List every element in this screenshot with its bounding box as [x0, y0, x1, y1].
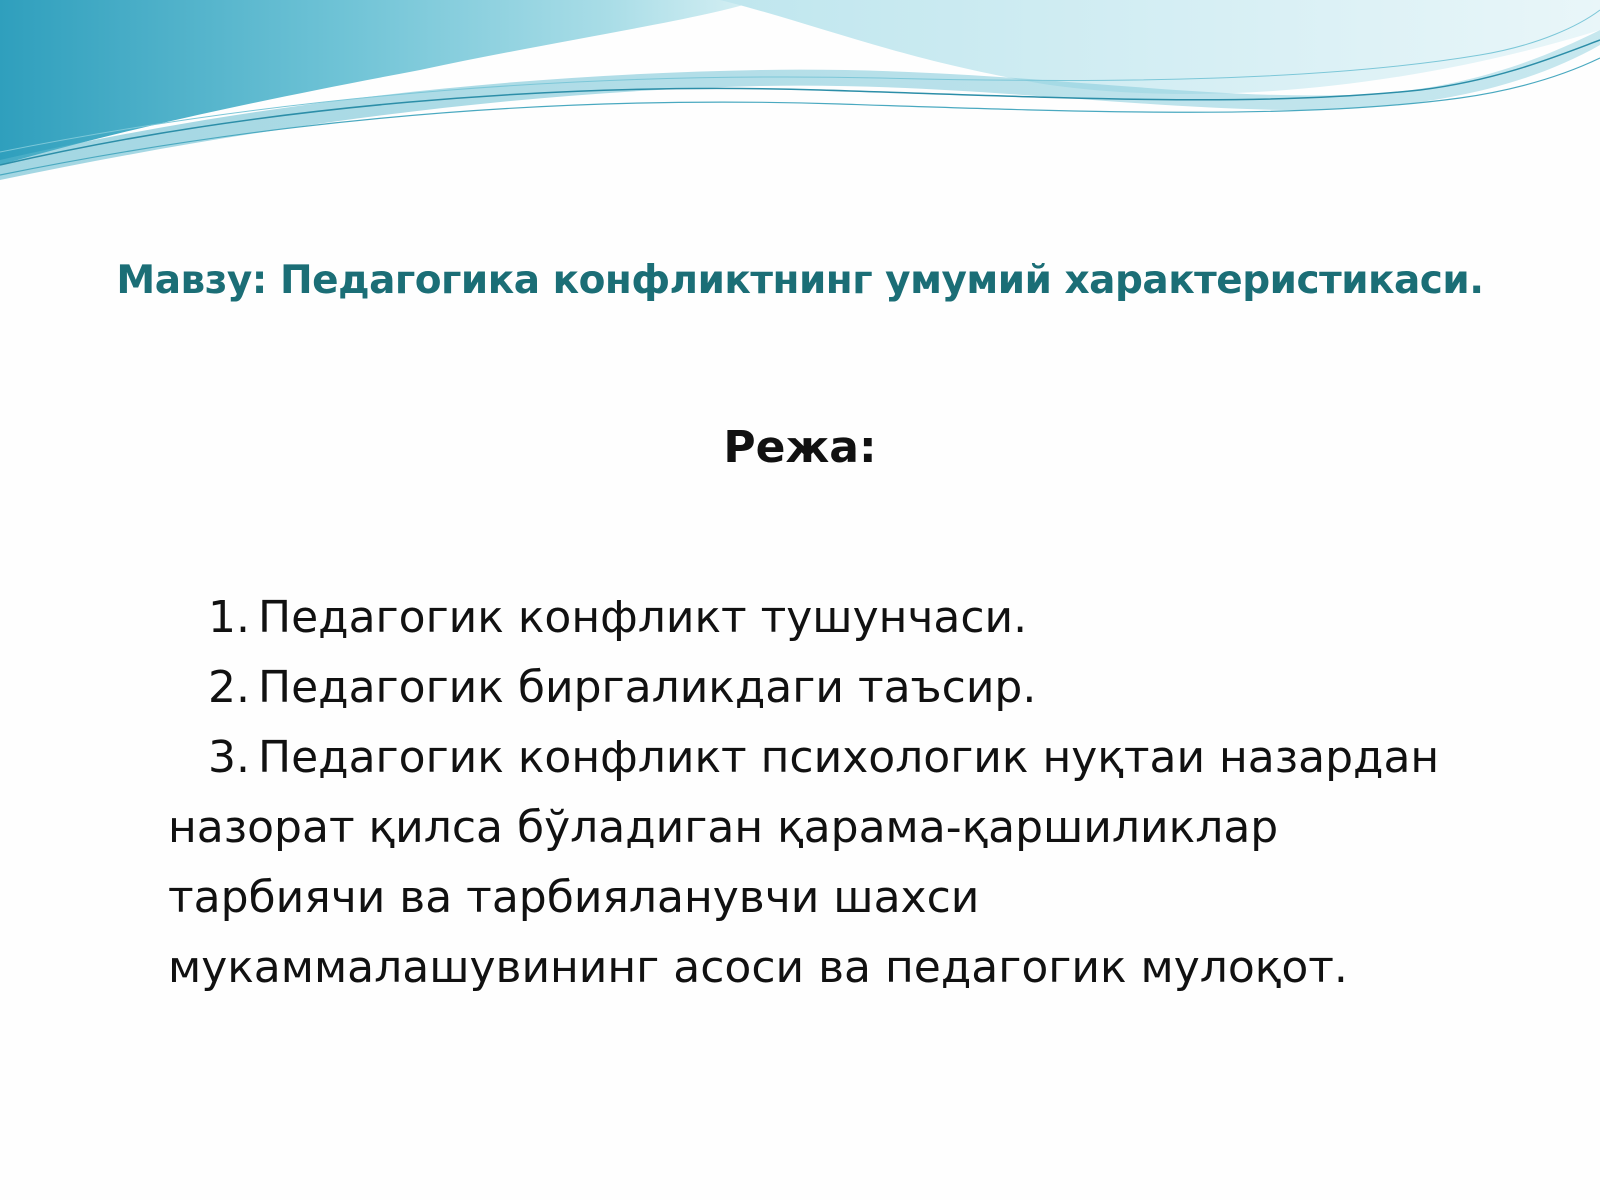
plan-item: [168, 583, 1458, 653]
plan-item-number: 1.: [208, 592, 250, 643]
plan-item-text: Педагогик конфликт психологик нуқтаи назардан назорат қилса бўладиган қарама-қаршиликлар тарбиячи ва тарбияланувчи шахси мукаммалашувининг асоси ва педагогик мулоқот.: [168, 732, 1440, 993]
plan-item: [168, 723, 1458, 1003]
plan-list: [168, 583, 1458, 1003]
wave-decoration: [0, 0, 1600, 200]
plan-item-number: 3.: [208, 732, 250, 783]
plan-heading: Режа:: [723, 422, 877, 473]
plan-item-number: 2.: [208, 662, 250, 713]
plan-item: [168, 653, 1458, 723]
plan-item-text: Педагогик конфликт тушунчаси.: [257, 592, 1028, 643]
plan-item-text: Педагогик биргаликдаги таъсир.: [257, 662, 1037, 713]
slide-title: Мавзу: Педагогика конфликтнинг умумий характеристикаси.: [116, 258, 1484, 303]
